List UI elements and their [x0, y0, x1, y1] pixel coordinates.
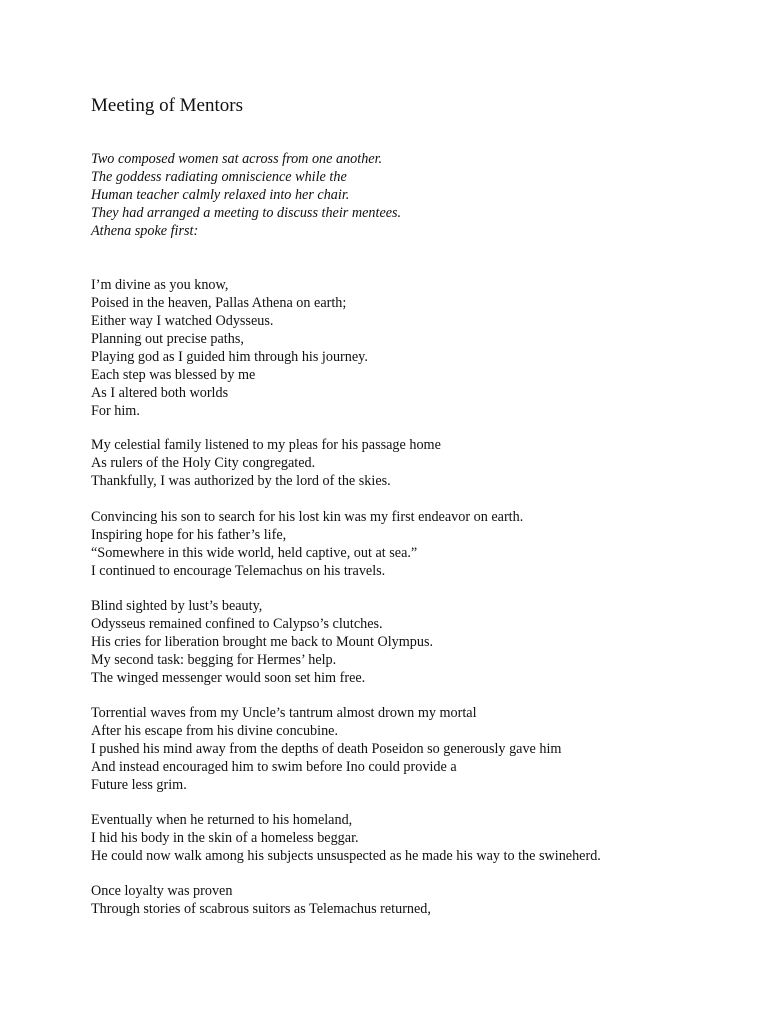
poem-line: Odysseus remained confined to Calypso’s clutches.: [91, 616, 383, 632]
document-title: Meeting of Mentors: [91, 95, 243, 116]
poem-line: The winged messenger would soon set him free.: [91, 670, 366, 686]
poem-line: After his escape from his divine concubine.: [91, 723, 339, 739]
poem-line: Future less grim.: [91, 777, 187, 793]
poem-line: He could now walk among his subjects unsuspected as he made his way to the swineherd.: [91, 848, 601, 864]
stanza-7: [91, 882, 431, 918]
poem-line: As I altered both worlds: [91, 385, 229, 401]
poem-line: I’m divine as you know,: [91, 277, 229, 293]
poem-line: Playing god as I guided him through his journey.: [91, 349, 368, 365]
poem-line: And instead encouraged him to swim before Ino could provide a: [91, 759, 457, 775]
poem-line: Through stories of scabrous suitors as Telemachus returned,: [91, 901, 431, 917]
stanza-5: [91, 704, 561, 794]
stanza-1: [91, 276, 368, 420]
poem-line: Once loyalty was proven: [91, 883, 233, 899]
poem-line: My second task: begging for Hermes’ help.: [91, 652, 337, 668]
intro-line: Athena spoke first:: [91, 223, 199, 239]
poem-line: Each step was blessed by me: [91, 367, 256, 383]
poem-line: Planning out precise paths,: [91, 331, 244, 347]
poem-line: For him.: [91, 403, 140, 419]
intro-line: The goddess radiating omniscience while the: [91, 169, 347, 185]
poem-line: I pushed his mind away from the depths of death Poseidon so generously gave him: [91, 741, 562, 757]
poem-line: I hid his body in the skin of a homeless beggar.: [91, 830, 359, 846]
poem-line: Thankfully, I was authorized by the lord of the skies.: [91, 473, 391, 489]
stanza-6: [91, 811, 601, 865]
poem-line: Inspiring hope for his father’s life,: [91, 527, 287, 543]
poem-line: His cries for liberation brought me back to Mount Olympus.: [91, 634, 434, 650]
intro-line: Human teacher calmly relaxed into her chair.: [91, 187, 350, 203]
poem-line: Convincing his son to search for his lost kin was my first endeavor on earth.: [91, 509, 524, 525]
stanza-4: [91, 597, 433, 687]
intro-paragraph: [91, 150, 401, 240]
poem-line: Either way I watched Odysseus.: [91, 313, 274, 329]
poem-line: Blind sighted by lust’s beauty,: [91, 598, 263, 614]
stanza-3: [91, 508, 523, 580]
intro-line: Two composed women sat across from one another.: [91, 151, 383, 167]
intro-line: They had arranged a meeting to discuss their mentees.: [91, 205, 402, 221]
poem-line: Torrential waves from my Uncle’s tantrum almost drown my mortal: [91, 705, 477, 721]
poem-line: My celestial family listened to my pleas for his passage home: [91, 437, 441, 453]
poem-line: Poised in the heaven, Pallas Athena on earth;: [91, 295, 347, 311]
stanza-2: [91, 436, 441, 490]
poem-line: As rulers of the Holy City congregated.: [91, 455, 316, 471]
poem-line: “Somewhere in this wide world, held captive, out at sea.”: [91, 545, 418, 561]
poem-line: Eventually when he returned to his homeland,: [91, 812, 353, 828]
poem-line: I continued to encourage Telemachus on his travels.: [91, 563, 386, 579]
